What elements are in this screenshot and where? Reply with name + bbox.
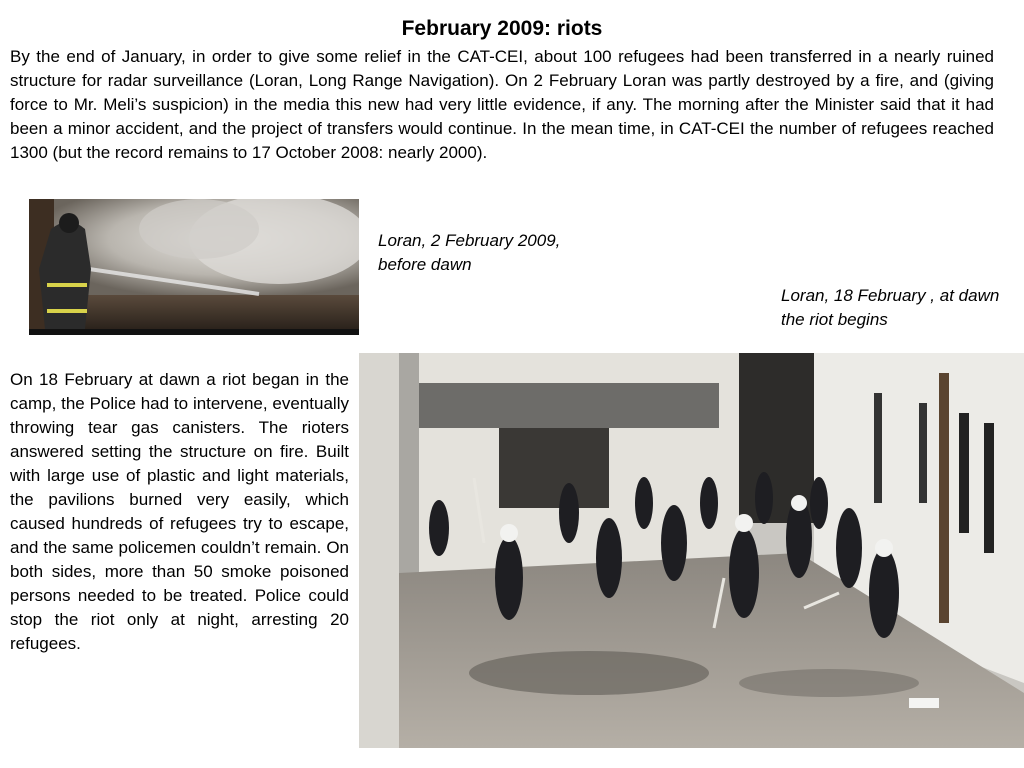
riot-photo [359,353,1024,748]
fire-photo [29,199,359,335]
fire-photo-caption: Loran, 2 February 2009, before dawn [378,231,561,274]
riot-paragraph: On 18 February at dawn a riot began in the camp, the Police had to intervene, eventually throwing tear gas canisters. The rioters answered setting the structure on fire. Built with large use of plastic and light materials, the pavilions burned very easily, which caused hundreds of refugees try to escape, and the same policemen couldn’t remain. On both sides, more than 50 smoke poisoned persons needed to be treated. Police could stop the riot only at night, arresting 20 refugees. [10,370,349,653]
riot-photo-caption: Loran, 18 February , at dawn the riot begins [781,286,1000,329]
intro-paragraph: By the end of January, in order to give some relief in the CAT-CEI, about 100 refugees had been transferred in a nearly ruined structure for radar surveillance (Loran, Long Range Navigation). On 2 February Loran was partly destroyed by a fire, and (giving force to Mr. Meli’s suspicion) in the media this new had very little evidence, if any. The morning after the Minister said that it had been a minor accident, and the project of transfers would continue. In the mean time, in CAT-CEI the number of refugees reached 1300 (but the record remains to 17 October 2008: nearly 2000). [10,47,994,162]
slide-title: February 2009: riots [401,17,603,40]
